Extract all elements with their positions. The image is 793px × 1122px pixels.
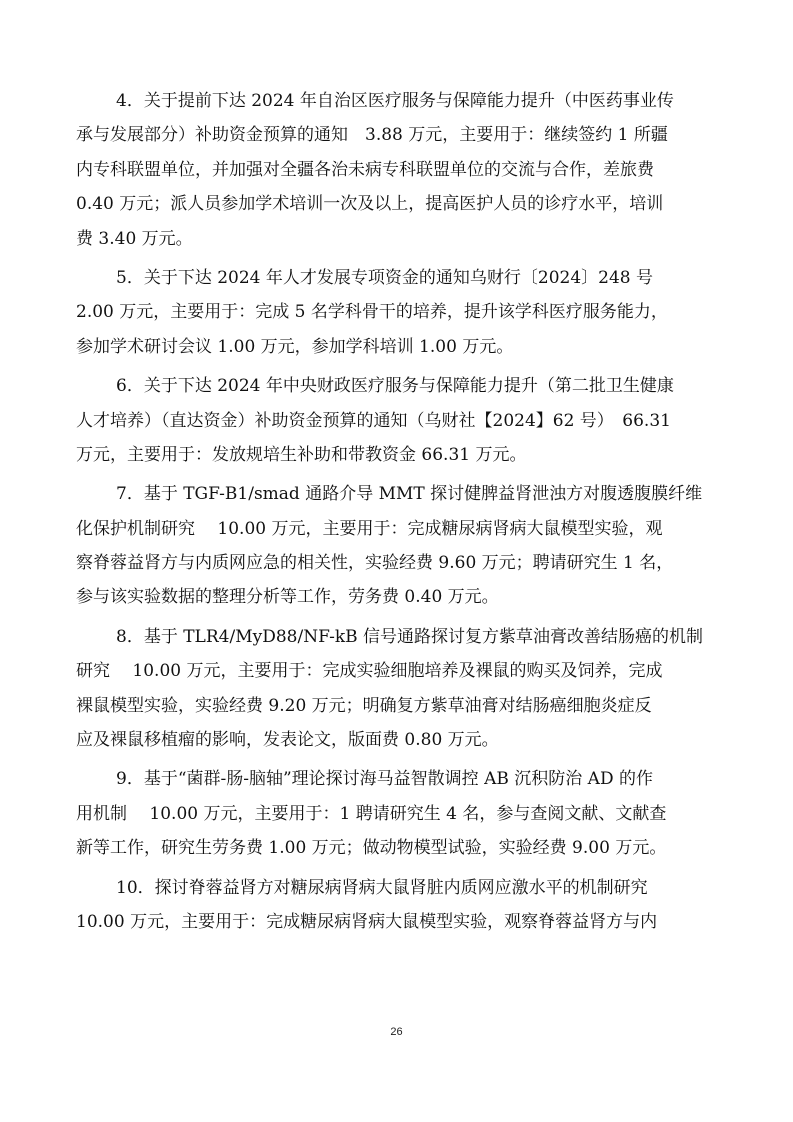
text-line: 参与该实验数据的整理分析等工作，劳务费 0.40 万元。 (76, 587, 499, 608)
text-line: 内专科联盟单位，并加强对全疆各治未病专科联盟单位的交流与合作，差旅费 (76, 159, 654, 180)
text-line: 用机制 10.00 万元，主要用于：1 聘请研究生 4 名，参与查阅文献、文献查 (76, 803, 667, 824)
text-line: 万元，主要用于：发放规培生补助和带教资金 66.31 万元。 (76, 444, 527, 465)
paragraph-item-7 (76, 477, 719, 615)
text-line: 承与发展部分）补助资金预算的通知 3.88 万元，主要用于：继续签约 1 所疆 (76, 125, 668, 146)
page-number: 26 (390, 1026, 403, 1038)
paragraph-item-5 (76, 261, 719, 364)
paragraph-item-8 (76, 620, 719, 758)
paragraph-item-10 (76, 871, 719, 940)
paragraph-item-9 (76, 762, 719, 865)
text-line: 2.00 万元，主要用于：完成 5 名学科骨干的培养，提升该学科医疗服务能力， (76, 302, 668, 323)
text-line: 6．关于下达 2024 年中央财政医疗服务与保障能力提升（第二批卫生健康 (116, 376, 674, 397)
document-body (76, 84, 719, 939)
text-line: 察脊蓉益肾方与内质网应急的相关性，实验经费 9.60 万元；聘请研究生 1 名， (76, 553, 674, 574)
text-line: 裸鼠模型实验，实验经费 9.20 万元；明确复方紫草油膏对结肠癌细胞炎症反 (76, 695, 652, 716)
text-line: 新等工作，研究生劳务费 1.00 万元；做动物模型试验，实验经费 9.00 万元。 (76, 838, 667, 859)
text-line: 5．关于下达 2024 年人才发展专项资金的通知乌财行〔2024〕248 号 (116, 267, 654, 288)
text-line: 参加学术研讨会议 1.00 万元，参加学科培训 1.00 万元。 (76, 336, 514, 357)
text-line: 10.00 万元，主要用于：完成糖尿病肾病大鼠模型实验，观察脊蓉益肾方与内 (76, 911, 658, 932)
text-line: 7．基于 TGF-B1/smad 通路介导 MMT 探讨健脾益肾泄浊方对腹透腹膜纤维 (116, 484, 703, 505)
text-line: 费 3.40 万元。 (76, 228, 193, 249)
text-line: 人才培养）（直达资金）补助资金预算的通知（乌财社【2024】62 号） 66.31 (76, 410, 671, 431)
text-line: 4．关于提前下达 2024 年自治区医疗服务与保障能力提升（中医药事业传 (116, 91, 674, 111)
text-line: 0.40 万元；派人员参加学术培训一次及以上，提高医护人员的诊疗水平，培训 (76, 194, 664, 215)
text-line: 应及裸鼠移植瘤的影响，发表论文，版面费 0.80 万元。 (76, 730, 499, 751)
paragraph-item-4 (76, 84, 719, 256)
text-line: 10．探讨脊蓉益肾方对糖尿病肾病大鼠肾脏内质网应激水平的机制研究 (116, 877, 648, 898)
text-line: 9．基于“菌群-肠-脑轴”理论探讨海马益智散调控 AB 沉积防治 AD 的作 (116, 769, 653, 790)
text-line: 研究 10.00 万元，主要用于：完成实验细胞培养及裸鼠的购买及饲养，完成 (76, 661, 663, 682)
text-line: 化保护机制研究 10.00 万元，主要用于：完成糖尿病肾病大鼠模型实验，观 (76, 518, 663, 539)
paragraph-item-6 (76, 369, 719, 472)
text-line: 8．基于 TLR4/MyD88/NF-kB 信号通路探讨复方紫草油膏改善结肠癌的机制 (116, 626, 704, 647)
